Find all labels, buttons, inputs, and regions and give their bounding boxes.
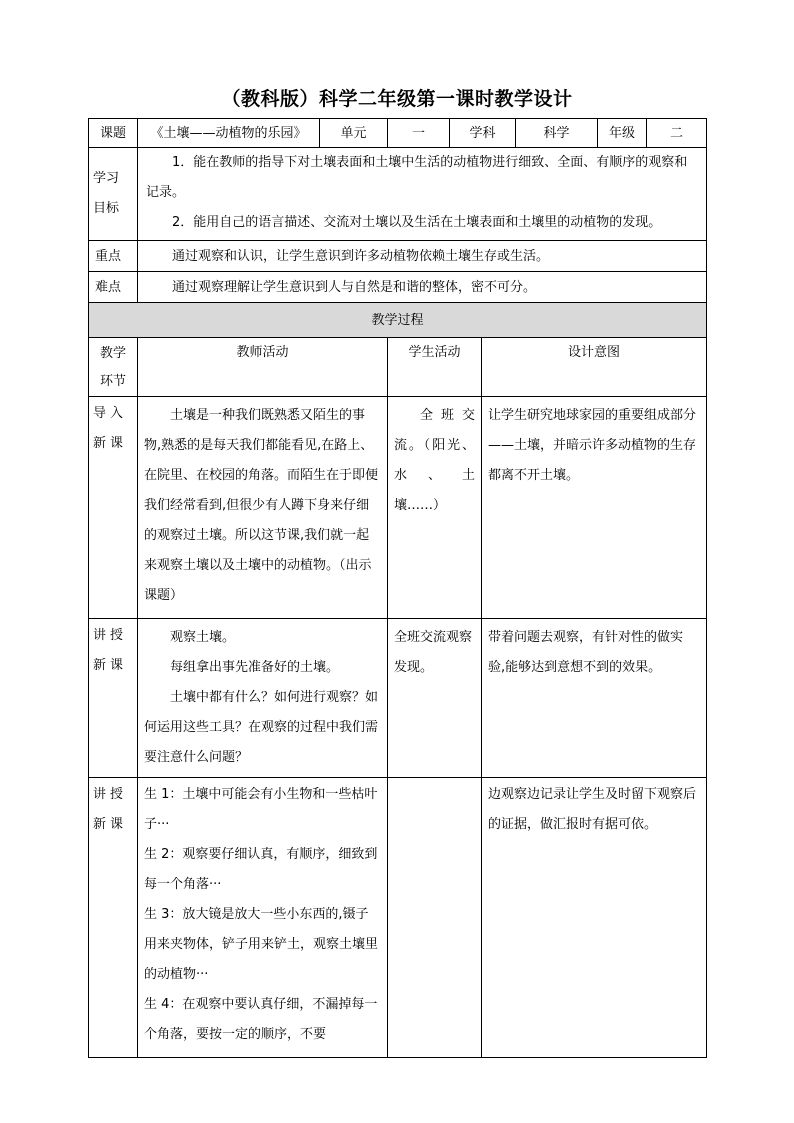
column-header-intent: 设计意图: [481, 337, 707, 397]
row-3-stage: [88, 777, 138, 1058]
row-2-stage-text: 讲授新课: [93, 628, 128, 673]
row-1-intent: [481, 396, 707, 619]
goals-label-text: 学习目标: [93, 171, 120, 216]
row-3-teacher-line-3: 生 3：放大镜是放大一些小东西的,镊子用来夹物体，铲子用来铲土，观察土壤里的动植物···: [144, 907, 379, 982]
row-2-student: [387, 618, 482, 778]
row-2-teacher: [137, 618, 388, 778]
subject-value: 科学: [515, 118, 598, 148]
row-2-student-text: 全班交流观察发现。: [394, 630, 473, 675]
key-point-value: [137, 240, 707, 272]
key-point-text: 通过观察和认识，让学生意识到许多动植物依赖土壤生存或生活。: [172, 249, 550, 264]
row-2-teacher-line-1: 观察土壤。: [170, 630, 236, 645]
difficulty-text: 通过观察理解让学生意识到人与自然是和谐的整体，密不可分。: [172, 280, 537, 295]
row-3-teacher: [137, 777, 388, 1058]
row-2-intent-text: 带着问题去观察，有针对性的做实验,能够达到意想不到的效果。: [488, 630, 684, 675]
row-1-stage-text: 导入新课: [93, 406, 128, 451]
row-2-teacher-line-2: 每组拿出事先准备好的土壤。: [170, 660, 340, 675]
key-point-label: 重点: [88, 240, 138, 272]
column-header-teacher: 教师活动: [137, 337, 388, 397]
course-value: 《土壤——动植物的乐园》: [137, 118, 320, 148]
difficulty-label: 难点: [88, 271, 138, 303]
grade-label: 年级: [597, 118, 647, 148]
difficulty-value: [137, 271, 707, 303]
row-1-stage: [88, 396, 138, 619]
process-section-title: 教学过程: [88, 302, 707, 338]
row-1-student: [387, 396, 482, 619]
column-header-student: 学生活动: [387, 337, 482, 397]
row-1-intent-text: 让学生研究地球家园的重要组成部分——土壤，并暗示许多动植物的生存都离不开土壤。: [488, 408, 697, 483]
grade-value: 二: [646, 118, 707, 148]
unit-value: 一: [387, 118, 450, 148]
goals-content: [137, 147, 707, 241]
goal-item-2: 2．能用自己的语言描述、交流对土壤以及生活在土壤表面和土壤里的动植物的发现。: [172, 215, 662, 230]
column-header-stage-text: 教学环节: [99, 346, 126, 389]
row-3-intent: [481, 777, 707, 1058]
row-3-teacher-line-1: 生 1：土壤中可能会有小生物和一些枯叶子···: [144, 787, 378, 832]
course-label: 课题: [88, 118, 138, 148]
goals-label: [88, 147, 138, 241]
document-title: （教科版）科学二年级第一课时教学设计: [221, 88, 573, 110]
row-2-teacher-line-3: 土壤中都有什么？如何进行观察？如何运用这些工具？在观察的过程中我们需要注意什么问题？: [144, 690, 379, 765]
row-3-intent-text: 边观察边记录让学生及时留下观察后的证据，做汇报时有据可依。: [488, 787, 697, 832]
goal-item-1: 1．能在教师的指导下对土壤表面和土壤中生活的动植物进行细致、全面、有顺序的观察和记录。: [146, 155, 688, 200]
row-1-teacher-text: 土壤是一种我们既熟悉又陌生的事物,熟悉的是每天我们都能看见,在路上、在院里、在校园的角落。而陌生在于即便我们经常看到,但很少有人蹲下身来仔细的观察过土壤。所以这节课,我们就一起来观察土壤以及土壤中的动植物。（出示课题）: [144, 408, 379, 603]
row-3-student: [387, 777, 482, 1058]
row-3-teacher-line-2: 生 2：观察要仔细认真，有顺序，细致到每一个角落···: [144, 847, 378, 892]
row-3-stage-text: 讲授新课: [93, 787, 128, 832]
row-2-intent: [481, 618, 707, 778]
row-1-teacher: [137, 396, 388, 619]
row-3-teacher-line-4: 生 4：在观察中要认真仔细，不漏掉每一个角落，要按一定的顺序，不要: [144, 997, 378, 1042]
row-2-stage: [88, 618, 138, 778]
row-1-student-text: 全班交流。（阳光、水、土壤……）: [394, 408, 475, 513]
unit-label: 单元: [319, 118, 388, 148]
subject-label: 学科: [449, 118, 516, 148]
column-header-stage: [88, 337, 138, 397]
